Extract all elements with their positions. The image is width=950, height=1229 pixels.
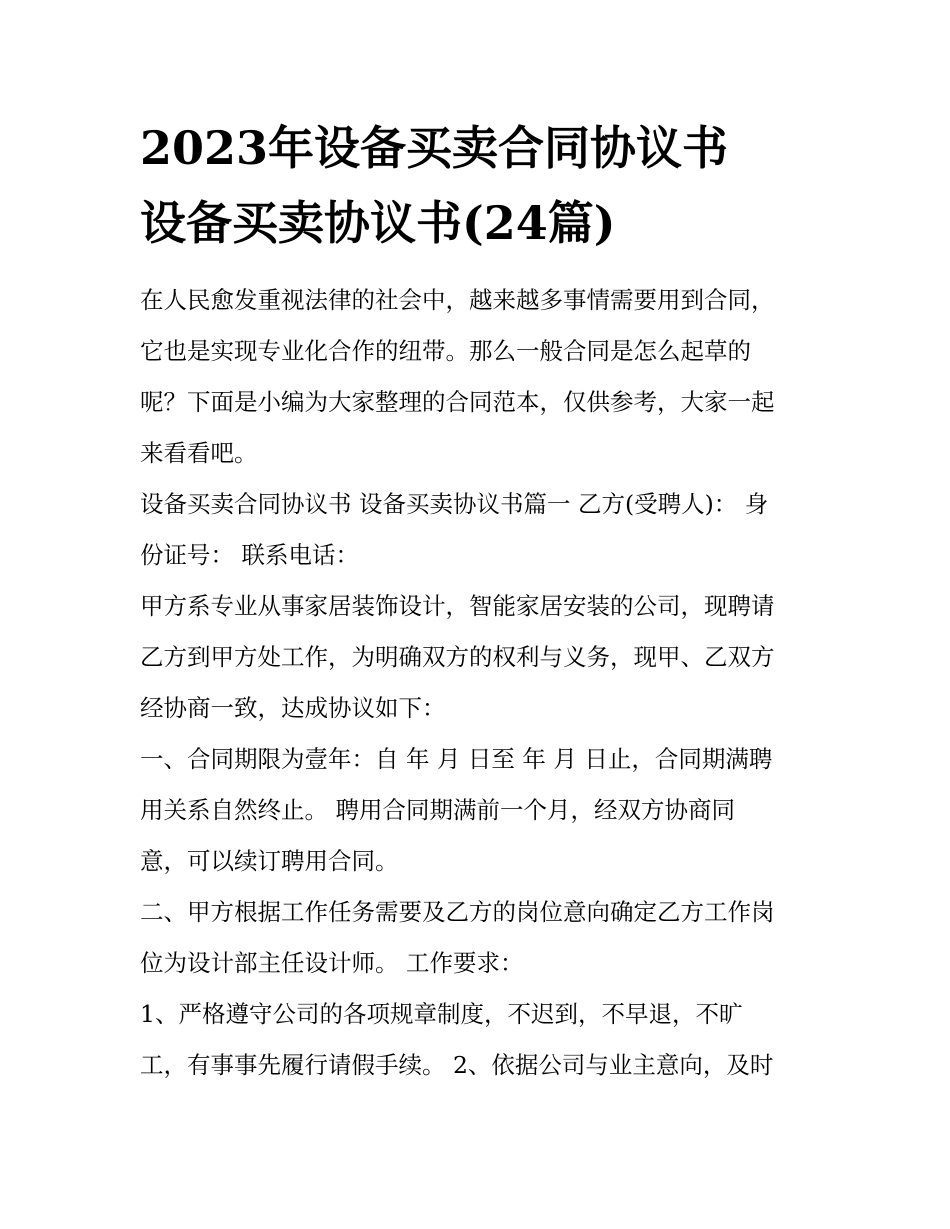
body-line: 位为设计部主任设计师。 工作要求：	[140, 949, 524, 977]
title-count: 24	[483, 196, 548, 250]
title-line-1-text: 年设备买卖合同协议书	[268, 121, 729, 175]
body-line: 意，可以续订聘用合同。	[140, 847, 399, 875]
body-line: 来看看吧。	[140, 439, 258, 467]
body-line: 1、严格遵守公司的各项规章制度，不迟到，不早退，不旷	[140, 1000, 743, 1028]
body-line: 经协商一致，达成协议如下：	[140, 694, 446, 722]
body-line: 二、甲方根据工作任务需要及乙方的岗位意向确定乙方工作岗	[140, 898, 775, 926]
title-year: 2023	[140, 121, 269, 175]
title-line-1	[140, 118, 840, 178]
body-line: 甲方系专业从事家居装饰设计，智能家居安装的公司，现聘请	[140, 592, 775, 620]
title-line-2-text: 设备买卖协议书(	[140, 196, 484, 250]
body-line: 工，有事事先履行请假手续。 2、依据公司与业主意向，及时	[140, 1051, 774, 1079]
body-line: 份证号： 联系电话：	[140, 541, 359, 569]
body-line: 呢？下面是小编为大家整理的合同范本，仅供参考，大家一起	[140, 388, 775, 416]
body-line: 在人民愈发重视法律的社会中，越来越多事情需要用到合同，	[140, 286, 775, 314]
body-line: 一、合同期限为壹年：自 年 月 日至 年 月 日止，合同期满聘	[140, 745, 773, 773]
title-line-2	[140, 193, 840, 253]
body-line: 用关系自然终止。 聘用合同期满前一个月，经双方协商同	[140, 796, 735, 824]
body-line: 乙方到甲方处工作，为明确双方的权利与义务，现甲、乙双方	[140, 643, 775, 671]
body-line: 它也是实现专业化合作的纽带。那么一般合同是怎么起草的	[140, 337, 751, 365]
body-line: 设备买卖合同协议书 设备买卖协议书篇一 乙方(受聘人)： 身	[140, 490, 769, 518]
title-line-2-tail: 篇)	[547, 196, 616, 250]
